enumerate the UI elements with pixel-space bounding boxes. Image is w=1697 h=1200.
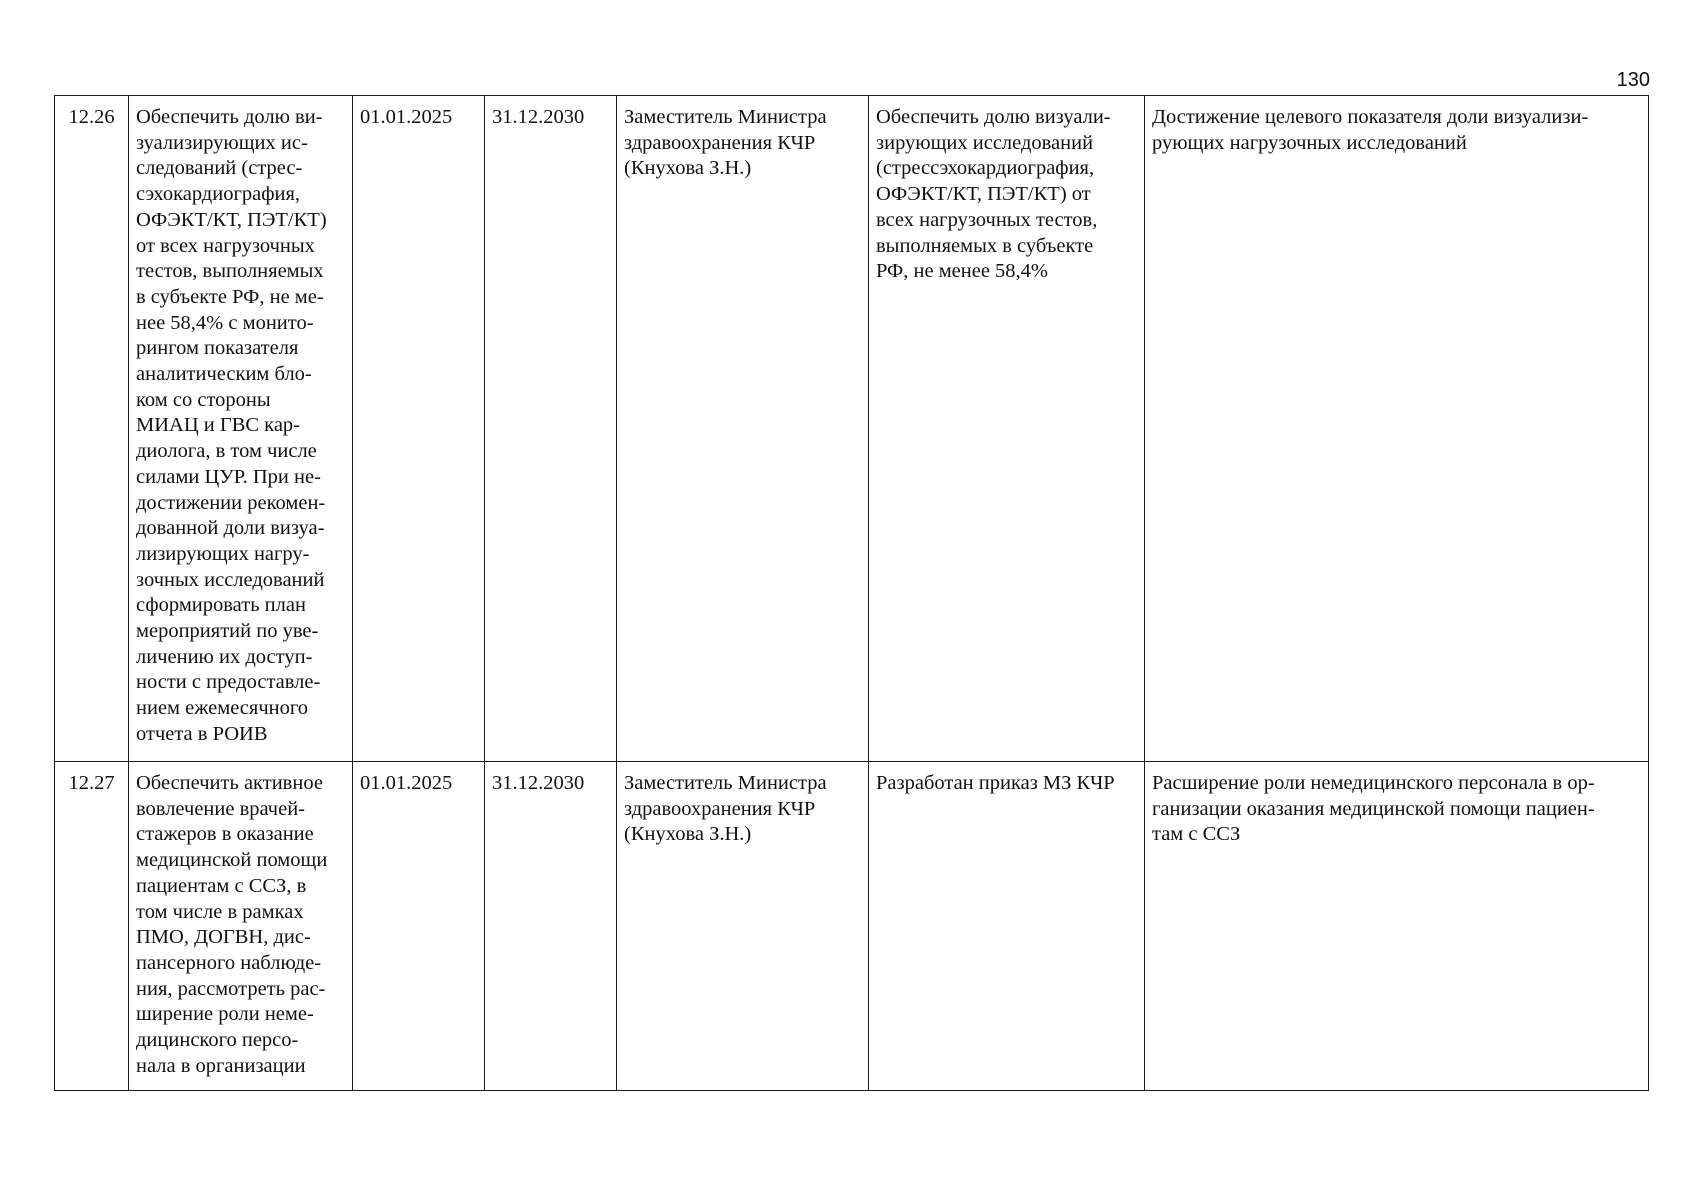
effect-cell: Достижение целевого показателя доли визуализи- рующих нагрузочных исследований bbox=[1145, 96, 1649, 762]
start-date-cell: 01.01.2025 bbox=[353, 96, 485, 762]
end-date-cell: 31.12.2030 bbox=[485, 762, 617, 1091]
responsible-cell: Заместитель Министра здравоохранения КЧР (Кнухова З.Н.) bbox=[617, 762, 869, 1091]
result-cell: Обеспечить долю визуали- зирующих исследований (стрессэхокардиография, ОФЭКТ/КТ, ПЭТ/КТ) от всех нагрузочных тестов, выполняемых в субъекте РФ, не менее 58,4% bbox=[869, 96, 1145, 762]
table-row bbox=[55, 96, 1649, 762]
item-number-cell: 12.27 bbox=[55, 762, 129, 1091]
measures-table bbox=[54, 95, 1649, 1091]
effect-cell: Расширение роли немедицинского персонала в ор- ганизации оказания медицинской помощи пациен- там с ССЗ bbox=[1145, 762, 1649, 1091]
result-cell: Разработан приказ МЗ КЧР bbox=[869, 762, 1145, 1091]
task-cell: Обеспечить долю ви- зуализирующих ис- следований (стрес- сэхокардиография, ОФЭКТ/КТ, ПЭТ/КТ) от всех нагрузочных тестов, выполняемых в субъекте РФ, не ме- нее 58,4% с монито- рингом показателя аналитическим бло- ком со стороны МИАЦ и ГВС кар- диолога, в том числе силами ЦУР. При не- достижении рекомен- дованной доли визуа- лизирующих нагру- зочных исследований сформировать план мероприятий по уве- личению их доступ- ности с предоставле- нием ежемесячного отчета в РОИВ bbox=[129, 96, 353, 762]
task-cell: Обеспечить активное вовлечение врачей- стажеров в оказание медицинской помощи пациентам с ССЗ, в том числе в рамках ПМО, ДОГВН, дис- пансерного наблюде- ния, рассмотреть рас- ширение роли неме- дицинского персо- нала в организации bbox=[129, 762, 353, 1091]
page-number: 130 bbox=[1616, 69, 1650, 91]
end-date-cell: 31.12.2030 bbox=[485, 96, 617, 762]
item-number-cell: 12.26 bbox=[55, 96, 129, 762]
table-row bbox=[55, 762, 1649, 1091]
responsible-cell: Заместитель Министра здравоохранения КЧР (Кнухова З.Н.) bbox=[617, 96, 869, 762]
start-date-cell: 01.01.2025 bbox=[353, 762, 485, 1091]
